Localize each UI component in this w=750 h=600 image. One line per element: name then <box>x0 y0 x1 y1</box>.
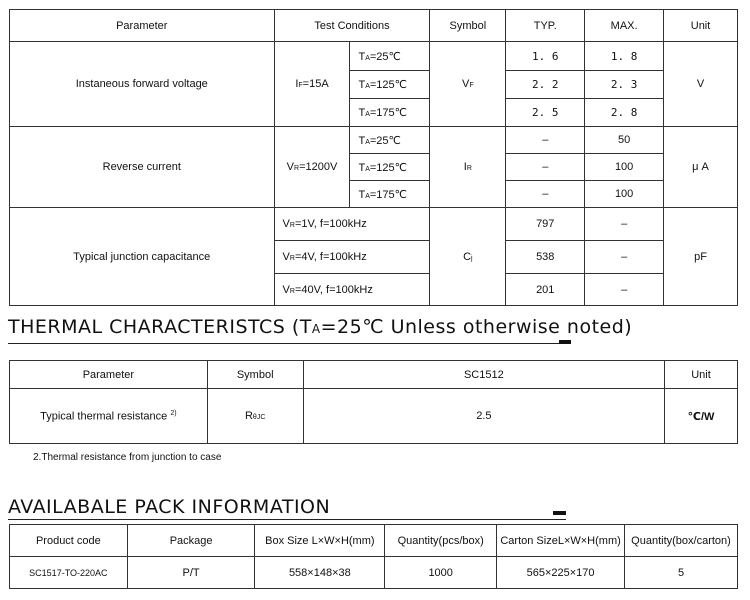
carton-size: 565×225×170 <box>497 557 625 589</box>
max-value: 2. 8 <box>585 99 664 127</box>
cond-temp: TA=25℃ <box>350 42 430 71</box>
unit-v: V <box>664 42 738 127</box>
max-value: – <box>585 274 664 306</box>
pack-table <box>9 524 738 589</box>
unit-ua: μ A <box>664 127 738 208</box>
max-value: 100 <box>585 154 664 181</box>
symbol-ir: IR <box>430 127 506 208</box>
typ-value: 201 <box>506 274 585 306</box>
cond-reverse-voltage: VR=1200V <box>274 127 350 208</box>
pack-title-mark <box>553 511 566 515</box>
thermal-title-mark <box>559 340 571 344</box>
typ-value: – <box>506 181 585 208</box>
typ-value: 1. 6 <box>506 42 585 71</box>
header-unit: Unit <box>665 361 738 389</box>
header-quantity-carton: Quantity(box/carton) <box>625 525 738 557</box>
header-test-conditions: Test Conditions <box>274 10 430 42</box>
thermal-resistance-value: 2.5 <box>303 389 664 444</box>
max-value: – <box>585 241 664 274</box>
package: P/T <box>127 557 255 589</box>
cond-capacitance: VR=1V, f=100kHz <box>274 208 430 241</box>
header-parameter: Parameter <box>10 361 208 389</box>
param-junction-capacitance: Typical junction capacitance <box>10 208 275 306</box>
electrical-table <box>9 9 738 306</box>
typ-value: 2. 5 <box>506 99 585 127</box>
max-value: – <box>585 208 664 241</box>
quantity-per-box: 1000 <box>385 557 497 589</box>
cond-temp: TA=125℃ <box>350 71 430 99</box>
unit-cw: ℃/W <box>665 389 738 444</box>
header-max: MAX. <box>585 10 664 42</box>
box-size: 558×148×38 <box>255 557 385 589</box>
pack-title-underline <box>8 519 566 520</box>
header-box-size: Box Size L×W×H(mm) <box>255 525 385 557</box>
header-part-number: SC1512 <box>303 361 664 389</box>
quantity-per-carton: 5 <box>625 557 738 589</box>
symbol-vf: VF <box>430 42 506 127</box>
unit-pf: pF <box>664 208 738 306</box>
cond-temp: TA=175℃ <box>350 99 430 127</box>
thermal-table <box>9 360 738 444</box>
cond-temp: TA=125℃ <box>350 154 430 181</box>
cond-temp: TA=175℃ <box>350 181 430 208</box>
param-reverse-current: Reverse current <box>10 127 275 208</box>
typ-value: 538 <box>506 241 585 274</box>
symbol-rthjc: RθJC <box>207 389 303 444</box>
header-carton-size: Carton SizeL×W×H(mm) <box>497 525 625 557</box>
typ-value: – <box>506 127 585 154</box>
max-value: 2. 3 <box>585 71 664 99</box>
cond-capacitance: VR=40V, f=100kHz <box>274 274 430 306</box>
header-product-code: Product code <box>10 525 128 557</box>
param-forward-voltage: Instaneous forward voltage <box>10 42 275 127</box>
header-parameter: Parameter <box>10 10 275 42</box>
pack-section-title: AVAILABALE PACK INFORMATION <box>8 496 331 518</box>
product-code: SC1517-TO-220AC <box>10 557 128 589</box>
max-value: 100 <box>585 181 664 208</box>
max-value: 50 <box>585 127 664 154</box>
header-unit: Unit <box>664 10 738 42</box>
symbol-cj: Cj <box>430 208 506 306</box>
cond-capacitance: VR=4V, f=100kHz <box>274 241 430 274</box>
header-symbol: Symbol <box>207 361 303 389</box>
header-typ: TYP. <box>506 10 585 42</box>
header-package: Package <box>127 525 255 557</box>
typ-value: – <box>506 154 585 181</box>
max-value: 1. 8 <box>585 42 664 71</box>
header-symbol: Symbol <box>430 10 506 42</box>
thermal-title-underline <box>8 343 570 344</box>
param-thermal-resistance: Typical thermal resistance $^{2)}$ <box>10 389 208 444</box>
typ-value: 797 <box>506 208 585 241</box>
cond-temp: TA=25℃ <box>350 127 430 154</box>
cond-forward-current: IF=15A <box>274 42 350 127</box>
thermal-section-title: THERMAL CHARACTERISTCS (TA=25℃ Unless otherwise noted) <box>8 316 633 338</box>
typ-value: 2. 2 <box>506 71 585 99</box>
thermal-footnote: 2.Thermal resistance from junction to case <box>33 452 222 463</box>
header-quantity-box: Quantity(pcs/box) <box>385 525 497 557</box>
